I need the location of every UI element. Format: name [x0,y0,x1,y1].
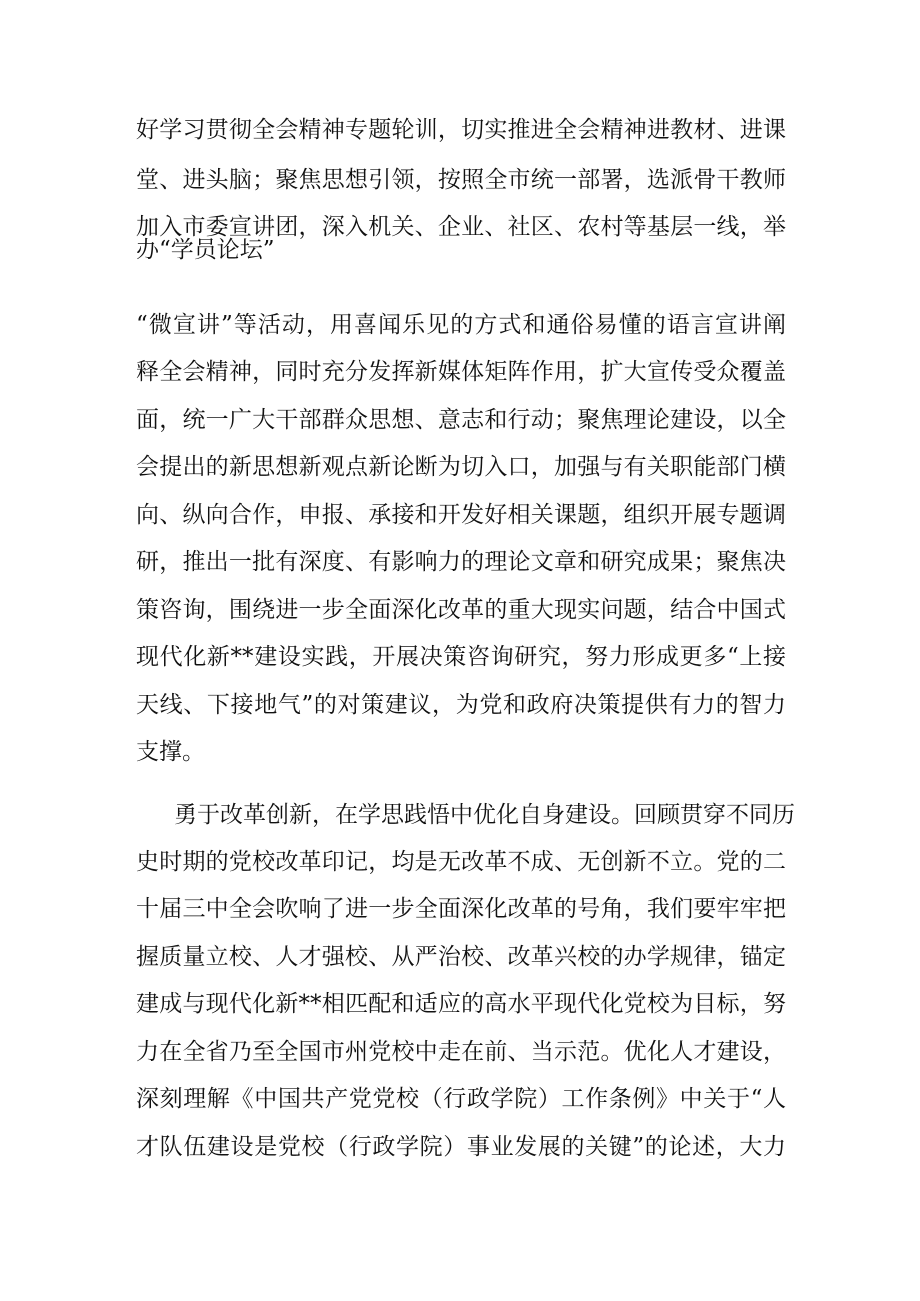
paragraph-3-line-3: 十届三中全会吹响了进一步全面深化改革的号角，我们要牢牢把 [136,896,786,922]
paragraph-2-line-4: 会提出的新思想新观点新论断为切入口，加强与有关职能部门横 [136,454,786,480]
paragraph-3-line-6: 力在全省乃至全国市州党校中走在前、当示范。优化人才建设， [136,1039,786,1065]
paragraph-3-line-5: 建成与现代化新**相匹配和适应的高水平现代化党校为目标，努 [136,991,786,1017]
paragraph-3-line-1: 勇于改革创新，在学思践悟中优化自身建设。回顾贯穿不同历 [174,802,795,828]
paragraph-1-line-2: 堂、进头脑；聚焦思想引领，按照全市统一部署，选派骨干教师 [136,167,786,193]
paragraph-2-line-3: 面，统一广大干部群众思想、意志和行动；聚焦理论建设，以全 [136,407,786,433]
paragraph-2-line-1: “微宣讲”等活动，用喜闻乐见的方式和通俗易懂的语言宣讲阐 [136,312,786,338]
paragraph-3-line-8: 才队伍建设是党校（行政学院）事业发展的关键”的论述，大力 [136,1134,786,1160]
paragraph-1-line-1: 好学习贯彻全会精神专题轮训，切实推进全会精神进教材、进课 [136,117,786,143]
paragraph-2-line-8: 现代化新**建设实践，开展决策咨询研究，努力形成更多“上接 [136,644,786,670]
paragraph-2-line-7: 策咨询，围绕进一步全面深化改革的重大现实问题，结合中国式 [136,597,786,623]
paragraph-3-line-4: 握质量立校、人才强校、从严治校、改革兴校的办学规律，锚定 [136,944,786,970]
paragraph-3-line-7: 深刻理解《中国共产党党校（行政学院）工作条例》中关于“人 [136,1086,786,1112]
paragraph-2-line-9: 天线、下接地气”的对策建议，为党和政府决策提供有力的智力 [136,692,786,718]
paragraph-3-line-2: 史时期的党校改革印记，均是无改革不成、无创新不立。党的二 [136,849,786,875]
paragraph-2-line-5: 向、纵向合作，申报、承接和开发好相关课题，组织开展专题调 [136,502,786,528]
paragraph-2-line-6: 研，推出一批有深度、有影响力的理论文章和研究成果；聚焦决 [136,549,786,575]
paragraph-1-line-3: 加入市委宣讲团，深入机关、企业、社区、农村等基层一线，举 [136,214,786,240]
paragraph-2-line-2: 释全会精神，同时充分发挥新媒体矩阵作用，扩大宣传受众覆盖 [136,359,786,385]
paragraph-2-line-10: 支撑。 [136,739,205,765]
paragraph-1-line-4: 办“学员论坛” [136,237,275,263]
